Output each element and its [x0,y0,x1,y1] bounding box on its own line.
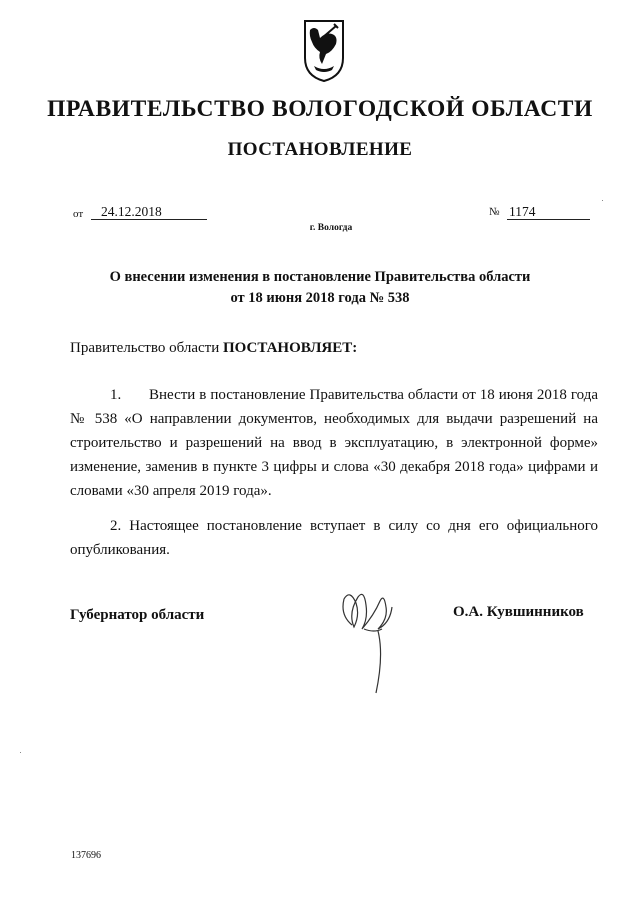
signer-name: О.А. Кувшинников [453,604,584,620]
coat-of-arms-emblem [302,18,346,84]
scan-speck [602,200,603,201]
footer-code: 137696 [71,850,101,861]
scan-speck [20,752,21,753]
document-type-title: ПОСТАНОВЛЕНИЕ [227,139,413,160]
paragraph-1: 1. Внести в постановление Правительства области от 18 июня 2018 года № 538 «О направлении документов, необходимых для выдачи разрешений на строительство и разрешений на ввод в эксплуатацию, в электронной форме» изменение, заменив в пункте 3 цифры и слова «30 декабря 2018 года» цифрами и словами «30 апреля 2019 года». [70,387,598,499]
document-date: 24.12.2018 [101,204,162,219]
document-subject [0,267,640,309]
government-title: ПРАВИТЕЛЬСТВО ВОЛОГОДСКОЙ ОБЛАСТИ [47,96,593,122]
number-prefix: № [489,206,500,218]
signer-title: Губернатор области [70,607,205,623]
date-underline [91,219,207,220]
preamble [70,340,357,357]
preamble-decree: ПОСТАНОВЛЯЕТ: [222,340,358,356]
number-underline [507,219,590,220]
subject-line-2: от 18 июня 2018 года № 538 [230,290,410,306]
city-label: г. Вологда [309,223,353,233]
document-number: 1174 [509,204,536,219]
subject-line-1: О внесении изменения в постановление Правительства области [109,269,531,285]
date-prefix: от [73,208,84,220]
handwritten-signature [334,585,404,695]
paragraph-2: 2. Настоящее постановление вступает в силу со дня его официального опубликования. [70,518,598,558]
preamble-text: Правительство области [70,340,220,356]
